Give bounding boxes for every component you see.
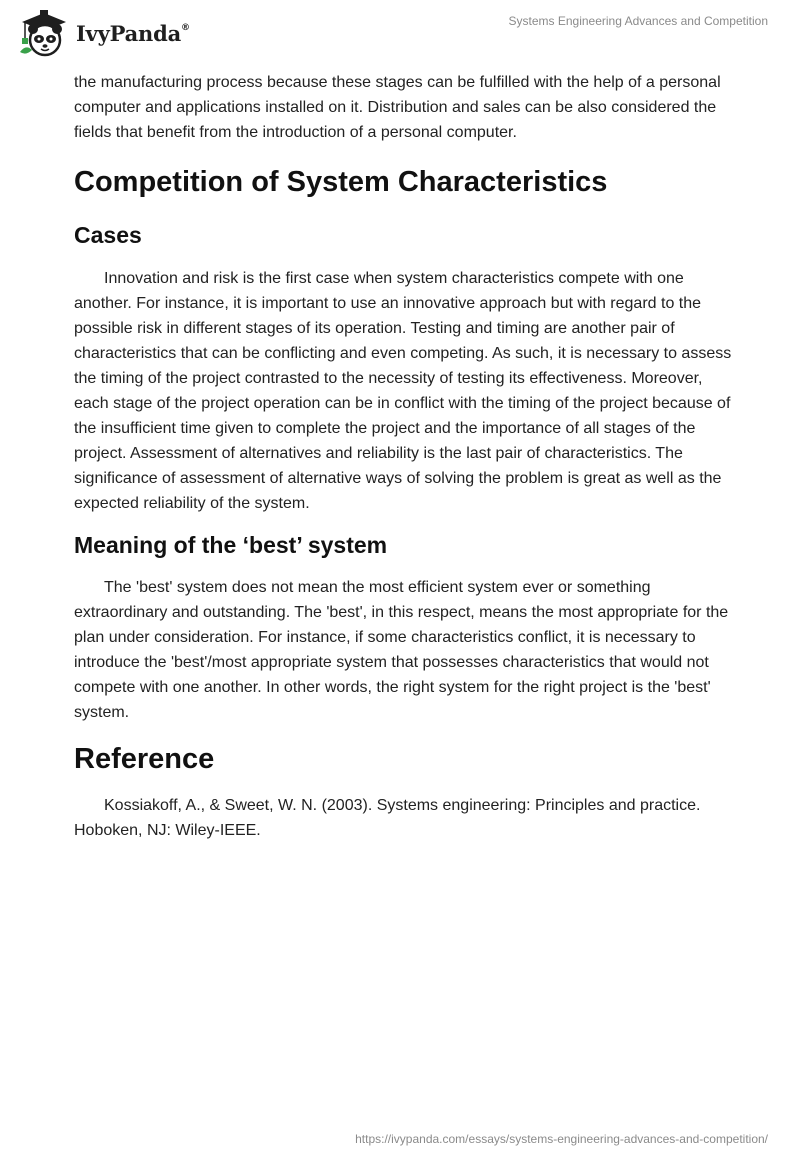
reference-heading: Reference <box>74 743 215 775</box>
ivypanda-logo[interactable] <box>14 8 190 58</box>
brand-name: IvyPanda® <box>76 20 190 46</box>
source-url[interactable]: https://ivypanda.com/essays/systems-engineering-advances-and-competition/ <box>355 1132 768 1146</box>
section-heading-competition: Competition of System Characteristics <box>74 166 608 198</box>
page-header <box>0 0 800 66</box>
subheading-best-system: Meaning of the ‘best’ system <box>74 532 388 558</box>
registered-mark: ® <box>181 22 190 33</box>
essay-content <box>74 70 734 843</box>
subheading-cases: Cases <box>74 222 142 248</box>
cases-paragraph: Innovation and risk is the first case when system characteristics compete with one another. For instance, it is important to use an innovative approach but with regard to the possible risk in different stages of its operation. Testing and timing are another pair of characteristics that can be conflicting and even competing. As such, it is necessary to assess the timing of the project contrasted to the necessity of testing its effectiveness. Moreover, each stage of the project operation can be in conflict with the timing of the project because of the insufficient time given to complete the project and the importance of all stages of the project. Assessment of alternatives and reliability is the last pair of characteristics. The significance of assessment of alternative ways of solving the problem is great as well as the expected reliability of the system. <box>74 270 732 512</box>
document-title: Systems Engineering Advances and Competition <box>508 14 768 28</box>
best-system-paragraph: The 'best' system does not mean the most efficient system ever or something extraordinary and outstanding. The 'best', in this respect, means the most appropriate for the plan under consideration. For instance, if some characteristics conflict, it is necessary to introduce the 'best'/most appropriate system that possesses characteristics that would not compete with one another. In other words, the right system for the right project is the 'best' system. <box>74 579 729 721</box>
intro-paragraph: the manufacturing process because these stages can be fulfilled with the help of a personal computer and applications installed on it. Distribution and sales can be also considered the fields that benefit from the introduction of a personal computer. <box>74 74 721 141</box>
reference-entry: Kossiakoff, A., & Sweet, W. N. (2003). Systems engineering: Principles and practice. Hoboken, NJ: Wiley-IEEE. <box>74 797 701 839</box>
panda-graduation-cap-logo-icon <box>14 8 70 58</box>
